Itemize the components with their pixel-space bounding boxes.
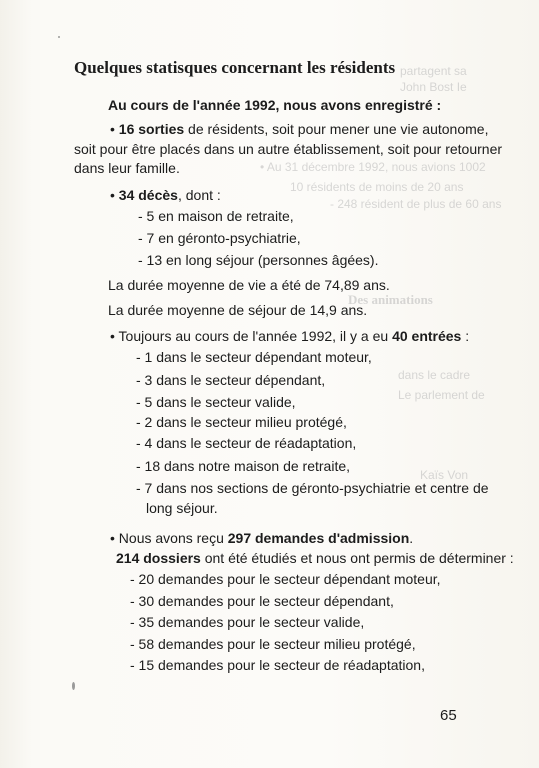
demandes-item: - 20 demandes pour le secteur dépendant moteur, — [130, 571, 441, 587]
sorties-text: de résidents, soit pour mener une vie autonome, — [184, 121, 489, 137]
duree-sejour: La durée moyenne de séjour de 14,9 ans. — [108, 302, 368, 318]
show-through-text: 10 résidents de moins de 20 ans — [290, 180, 464, 194]
dossiers-line — [116, 549, 514, 567]
dossiers-text: ont été étudiés et nous ont permis de déterminer : — [200, 550, 514, 566]
entrees-item: - 7 dans nos sections de géronto-psychiatrie et centre de — [136, 480, 489, 496]
bullet: • — [110, 187, 115, 203]
sorties-line — [110, 120, 488, 138]
demandes-line — [110, 529, 413, 547]
bullet: • — [110, 530, 115, 546]
show-through-text: Kaïs Von — [420, 468, 469, 482]
demandes-text: Nous avons reçu — [118, 530, 228, 546]
entrees-item: - 18 dans notre maison de retraite, — [136, 458, 351, 474]
sorties-line-2: soit pour être placés dans un autre établissement, soit pour retourner — [74, 141, 503, 157]
deces-item: - 7 en géronto-psychiatrie, — [138, 230, 301, 246]
demandes-item: - 35 demandes pour le secteur valide, — [130, 614, 365, 630]
deces-count: 34 décès — [118, 187, 178, 203]
bullet: • — [110, 328, 115, 344]
show-through-text: • Au 31 décembre 1992, nous avions 1002 — [260, 160, 486, 174]
show-through-text: dans le cadre — [398, 368, 471, 382]
demandes-item: - 30 demandes pour le secteur dépendant, — [130, 593, 394, 609]
entrees-item: - 3 dans le secteur dépendant, — [136, 372, 326, 388]
deces-item: - 5 en maison de retraite, — [138, 208, 294, 224]
entrees-line — [110, 327, 469, 345]
scan-speck — [58, 36, 60, 38]
entrees-item: - 1 dans le secteur dépendant moteur, — [136, 349, 372, 365]
demandes-count: 297 demandes d'admission — [227, 530, 410, 546]
deces-text: , dont : — [177, 187, 221, 203]
entrees-suffix: : — [461, 328, 470, 344]
dossiers-count: 214 dossiers — [116, 550, 201, 566]
entrees-item: - 2 dans le secteur milieu protégé, — [136, 414, 347, 430]
show-through-text: John Bost Ie — [400, 80, 467, 94]
page-number: 65 — [440, 707, 457, 724]
demandes-item: - 58 demandes pour le secteur milieu protégé, — [130, 636, 416, 652]
entrees-item: - 4 dans le secteur de réadaptation, — [136, 435, 357, 451]
show-through-text: - 248 résident de plus de 60 ans — [330, 197, 502, 211]
scan-speck — [72, 682, 75, 690]
sorties-count: 16 sorties — [118, 121, 185, 137]
intro-line: Au cours de l'année 1992, nous avons enregistré : — [108, 97, 442, 113]
duree-vie: La durée moyenne de vie a été de 74,89 ans. — [108, 277, 390, 293]
entrees-count: 40 entrées — [392, 328, 462, 344]
show-through-text: Des animations — [348, 292, 433, 307]
deces-item: - 13 en long séjour (personnes âgées). — [138, 252, 379, 268]
entrees-item: - 5 dans le secteur valide, — [136, 394, 296, 410]
bullet: • — [110, 121, 115, 137]
entrees-text: Toujours au cours de l'année 1992, il y a eu — [118, 328, 393, 344]
demandes-suffix: . — [409, 530, 414, 546]
page-title: Quelques statisques concernant les résidents — [74, 58, 396, 77]
show-through-text: Le parlement de — [398, 388, 485, 402]
show-through-text: partagent sa — [400, 64, 467, 78]
demandes-item: - 15 demandes pour le secteur de réadaptation, — [130, 657, 425, 673]
entrees-item-cont: long séjour. — [146, 500, 218, 516]
sorties-line-3: dans leur famille. — [74, 160, 180, 176]
deces-line — [110, 186, 221, 204]
